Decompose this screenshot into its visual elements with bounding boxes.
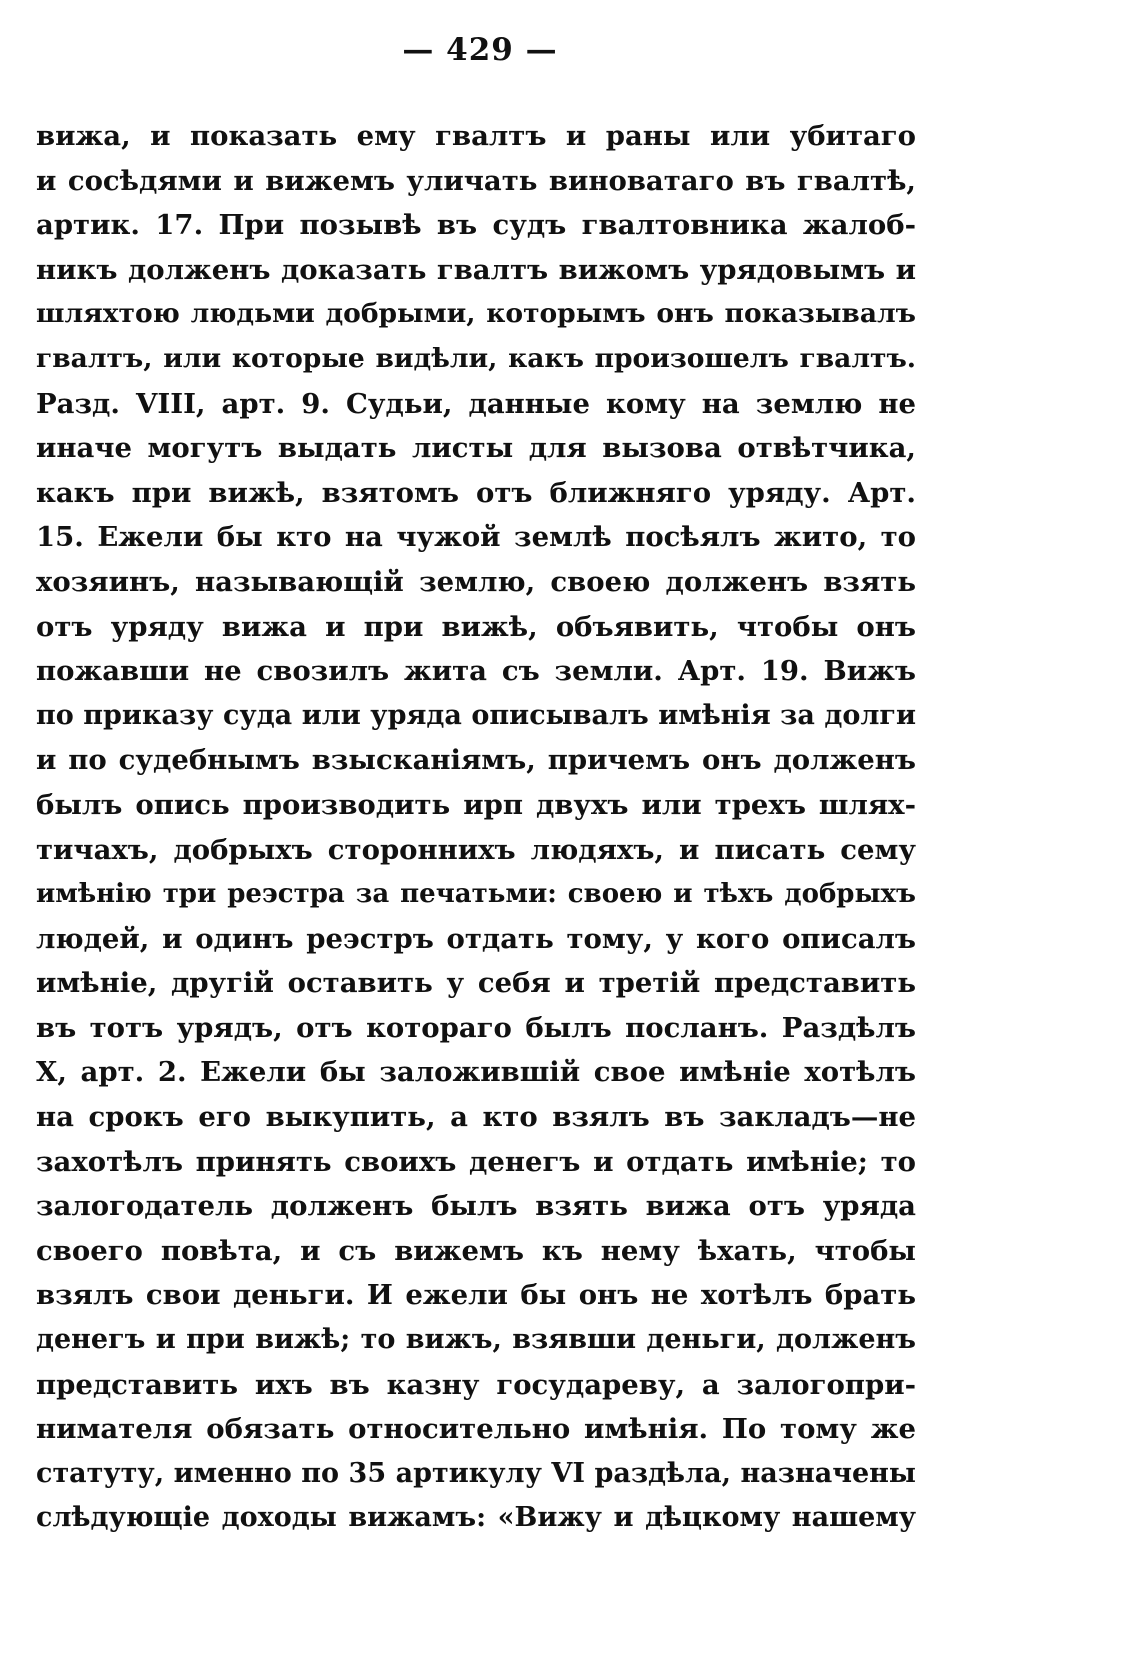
text-line: шляхтою людьми добрыми, которымъ онъ показывалъ xyxy=(36,298,916,330)
text-line: по приказу суда или уряда описывалъ имѣнія за долги xyxy=(36,699,916,731)
text-line: пожавши не свозилъ жита съ земли. Арт. 19. Вижъ xyxy=(36,655,916,688)
text-line: нимателя обязать относительно имѣнія. По тому же xyxy=(36,1413,916,1446)
text-line: иначе могутъ выдать листы для вызова отвѣтчика, xyxy=(36,432,916,465)
text-line: и сосѣдями и вижемъ уличать виноватаго въ гвалтѣ, xyxy=(36,164,916,197)
text-line: вижа, и показать ему гвалтъ и раны или убитаго xyxy=(36,120,916,152)
text-line: въ тотъ урядъ, отъ котораго былъ посланъ. Раздѣлъ xyxy=(36,1011,916,1044)
text-line: взялъ свои деньги. И ежели бы онъ не хотѣлъ брать xyxy=(36,1279,916,1312)
text-line: X, арт. 2. Ежели бы заложившій свое имѣніе хотѣлъ xyxy=(36,1056,916,1089)
text-line: слѣдующіе доходы вижамъ: «Вижу и дѣцкому нашему xyxy=(36,1502,916,1534)
body-text xyxy=(36,114,916,1541)
text-line: Разд. VIII, арт. 9. Судьи, данные кому на землю не xyxy=(36,387,916,420)
text-line: денегъ и при вижѣ; то вижъ, взявши деньги, долженъ xyxy=(36,1324,916,1356)
text-line: артик. 17. При позывѣ въ судъ гвалтовника жалоб- xyxy=(36,209,916,242)
page-number: — 429 — xyxy=(402,32,558,68)
text-line: какъ при вижѣ, взятомъ отъ ближняго уряду. Арт. xyxy=(36,476,916,509)
text-line: отъ уряду вижа и при вижѣ, объявить, чтобы онъ xyxy=(36,610,916,643)
text-line: гвалтъ, или которые видѣли, какъ произошелъ гвалтъ. xyxy=(36,342,916,374)
text-line: былъ опись производить ирп двухъ или трехъ шлях- xyxy=(36,788,916,821)
text-line: захотѣлъ принять своихъ денегъ и отдать имѣніе; то xyxy=(36,1145,916,1178)
text-line: на срокъ его выкупить, а кто взялъ въ закладъ—не xyxy=(36,1101,916,1134)
text-line: никъ долженъ доказать гвалтъ вижомъ урядовымъ и xyxy=(36,253,916,286)
text-line: имѣніе, другій оставить у себя и третій представить xyxy=(36,967,916,1000)
text-line: статуту, именно по 35 артикулу VI раздѣла, назначены xyxy=(36,1457,916,1489)
text-line: хозяинъ, называющій землю, своею долженъ взять xyxy=(36,565,916,598)
text-line: представить ихъ въ казну государеву, а залогопри- xyxy=(36,1368,916,1401)
text-line: залогодатель долженъ былъ взять вижа отъ уряда xyxy=(36,1190,916,1223)
text-line: своего повѣта, и съ вижемъ къ нему ѣхать, чтобы xyxy=(36,1234,916,1267)
text-line: 15. Ежели бы кто на чужой землѣ посѣялъ жито, то xyxy=(36,521,916,554)
text-line: и по судебнымъ взысканіямъ, причемъ онъ долженъ xyxy=(36,744,916,777)
text-line: людей, и одинъ реэстръ отдать тому, у кого описалъ xyxy=(36,922,916,955)
text-line: тичахъ, добрыхъ стороннихъ людяхъ, и писать сему xyxy=(36,833,916,866)
text-line: имѣнію три реэстра за печатьми: своею и тѣхъ добрыхъ xyxy=(36,879,916,910)
